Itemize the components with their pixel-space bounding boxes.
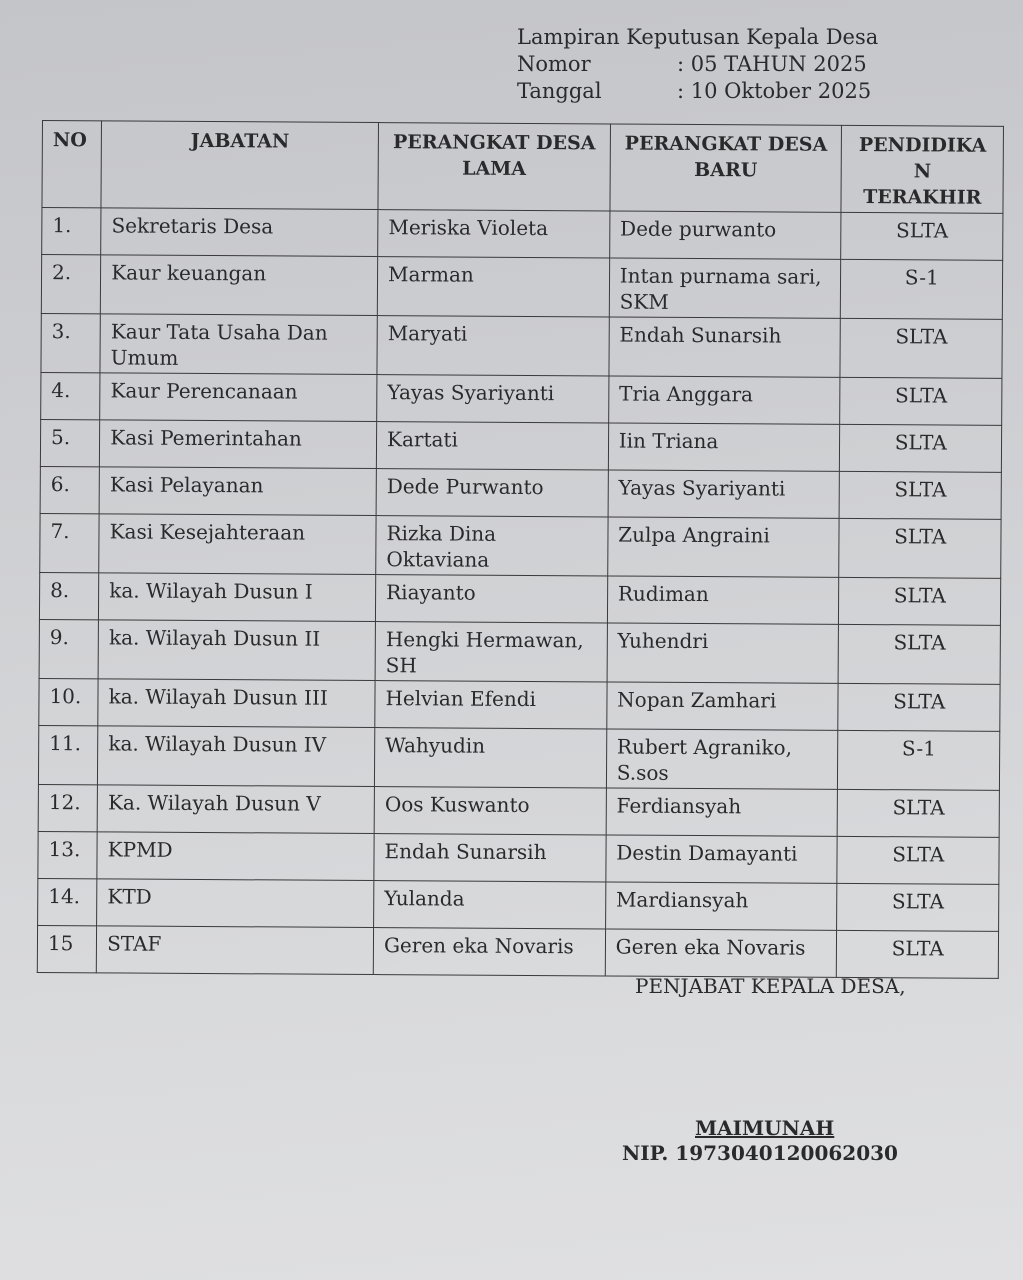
cell-jabatan: Kaur Perencanaan	[100, 373, 377, 422]
cell-pendidikan: S-1	[841, 259, 1003, 319]
cell-lama: Hengki Hermawan, SH	[375, 622, 607, 682]
table-row	[41, 313, 1002, 378]
cell-pendidikan: SLTA	[839, 577, 1001, 625]
cell-baru: Endah Sunarsih	[609, 317, 841, 377]
signature-title: PENJABAT KEPALA DESA,	[635, 974, 906, 998]
cell-pendidikan: SLTA	[840, 318, 1002, 378]
cell-pendidikan: SLTA	[837, 883, 999, 931]
cell-baru: Zulpa Angraini	[607, 517, 839, 577]
cell-lama: Geren eka Novaris	[373, 928, 605, 976]
cell-pendidikan: SLTA	[837, 836, 999, 884]
cell-no: 1.	[42, 208, 101, 255]
table-row	[39, 678, 1000, 731]
cell-pendidikan: SLTA	[837, 930, 999, 978]
cell-baru: Iin Triana	[608, 423, 840, 471]
table-row	[42, 208, 1003, 261]
cell-baru: Ferdiansyah	[606, 788, 838, 836]
col-header-jabatan: JABATAN	[101, 121, 378, 210]
cell-baru: Nopan Zamhari	[607, 682, 839, 730]
cell-lama: Endah Sunarsih	[374, 834, 606, 882]
cell-pendidikan: SLTA	[840, 377, 1002, 425]
cell-no: 15	[37, 925, 96, 972]
cell-jabatan: Kasi Pelayanan	[99, 467, 376, 516]
cell-jabatan: KPMD	[97, 832, 374, 881]
col-header-pendidikan: PENDIDIKA N TERAKHIR	[841, 125, 1003, 213]
cell-jabatan: Kasi Pemerintahan	[100, 420, 377, 469]
cell-jabatan: Kaur keuangan	[100, 255, 377, 316]
cell-jabatan: ka. Wilayah Dusun II	[98, 620, 375, 681]
cell-baru: Yuhendri	[607, 623, 839, 683]
cell-no: 8.	[39, 572, 98, 619]
cell-no: 9.	[39, 619, 99, 678]
header-title: Lampiran Keputusan Kepala Desa	[517, 25, 879, 49]
tanggal-label: Tanggal	[517, 79, 602, 103]
cell-baru: Geren eka Novaris	[605, 929, 837, 977]
cell-no: 3.	[41, 313, 101, 372]
cell-jabatan: Kasi Kesejahteraan	[99, 514, 376, 575]
col-header-no: NO	[42, 121, 102, 208]
cell-baru: Rudiman	[607, 576, 839, 624]
cell-lama: Meriska Violeta	[378, 210, 610, 258]
cell-pendidikan: S-1	[838, 730, 1000, 790]
signatory-name: MAIMUNAH	[695, 1116, 835, 1140]
col-header-baru: PERANGKAT DESA BARU	[610, 124, 842, 212]
cell-lama: Yayas Syariyanti	[377, 375, 609, 423]
cell-pendidikan: SLTA	[841, 212, 1003, 260]
cell-baru: Intan purnama sari, SKM	[609, 258, 841, 318]
table-row	[38, 784, 999, 837]
table-row	[37, 925, 998, 978]
cell-jabatan: STAF	[96, 926, 373, 975]
cell-lama: Wahyudin	[374, 728, 606, 788]
cell-jabatan: Kaur Tata Usaha Dan Umum	[100, 314, 377, 375]
table-row	[41, 255, 1002, 320]
cell-jabatan: Ka. Wilayah Dusun V	[97, 785, 374, 834]
cell-jabatan: KTD	[97, 879, 374, 928]
cell-no: 11.	[38, 725, 98, 784]
cell-no: 4.	[41, 372, 100, 419]
table-row	[38, 878, 999, 931]
cell-pendidikan: SLTA	[838, 789, 1000, 837]
cell-lama: Dede Purwanto	[376, 469, 608, 517]
cell-baru: Rubert Agraniko, S.sos	[606, 729, 838, 789]
cell-lama: Kartati	[376, 422, 608, 470]
table-row	[39, 572, 1000, 625]
cell-baru: Destin Damayanti	[606, 835, 838, 883]
cell-no: 12.	[38, 784, 97, 831]
col-header-lama: PERANGKAT DESA LAMA	[378, 123, 610, 211]
cell-jabatan: ka. Wilayah Dusun IV	[98, 726, 375, 787]
nomor-label: Nomor	[517, 52, 591, 76]
cell-pendidikan: SLTA	[839, 624, 1001, 684]
document-header	[517, 24, 878, 105]
table-row	[39, 619, 1000, 684]
cell-lama: Oos Kuswanto	[374, 787, 606, 835]
cell-no: 10.	[39, 678, 98, 725]
signatory-nip: NIP. 1973040120062030	[622, 1141, 898, 1165]
cell-pendidikan: SLTA	[839, 518, 1001, 578]
table-header-row	[42, 121, 1004, 214]
cell-no: 13.	[38, 831, 97, 878]
table-row	[40, 419, 1001, 472]
table-row	[40, 466, 1001, 519]
table-row	[41, 372, 1002, 425]
cell-lama: Marman	[377, 257, 609, 317]
table-row	[38, 831, 999, 884]
cell-lama: Helvian Efendi	[375, 681, 607, 729]
cell-no: 5.	[40, 419, 99, 466]
cell-jabatan: ka. Wilayah Dusun I	[99, 573, 376, 622]
cell-no: 6.	[40, 466, 99, 513]
cell-jabatan: Sekretaris Desa	[101, 208, 378, 257]
cell-lama: Rizka Dina Oktaviana	[376, 516, 608, 576]
cell-pendidikan: SLTA	[838, 683, 1000, 731]
cell-no: 2.	[41, 255, 101, 314]
cell-baru: Mardiansyah	[605, 882, 837, 930]
cell-pendidikan: SLTA	[840, 424, 1002, 472]
cell-no: 14.	[38, 878, 97, 925]
tanggal-value: : 10 Oktober 2025	[677, 79, 872, 103]
cell-no: 7.	[40, 513, 100, 572]
cell-baru: Dede purwanto	[609, 211, 841, 259]
cell-baru: Yayas Syariyanti	[608, 470, 840, 518]
cell-baru: Tria Anggara	[608, 376, 840, 424]
cell-lama: Yulanda	[374, 881, 606, 929]
officials-table	[37, 120, 1004, 979]
cell-pendidikan: SLTA	[840, 471, 1002, 519]
cell-jabatan: ka. Wilayah Dusun III	[98, 679, 375, 728]
nomor-value: : 05 TAHUN 2025	[677, 52, 867, 76]
cell-lama: Riayanto	[375, 575, 607, 623]
table-row	[38, 725, 999, 790]
table-row	[40, 513, 1001, 578]
cell-lama: Maryati	[377, 316, 609, 376]
